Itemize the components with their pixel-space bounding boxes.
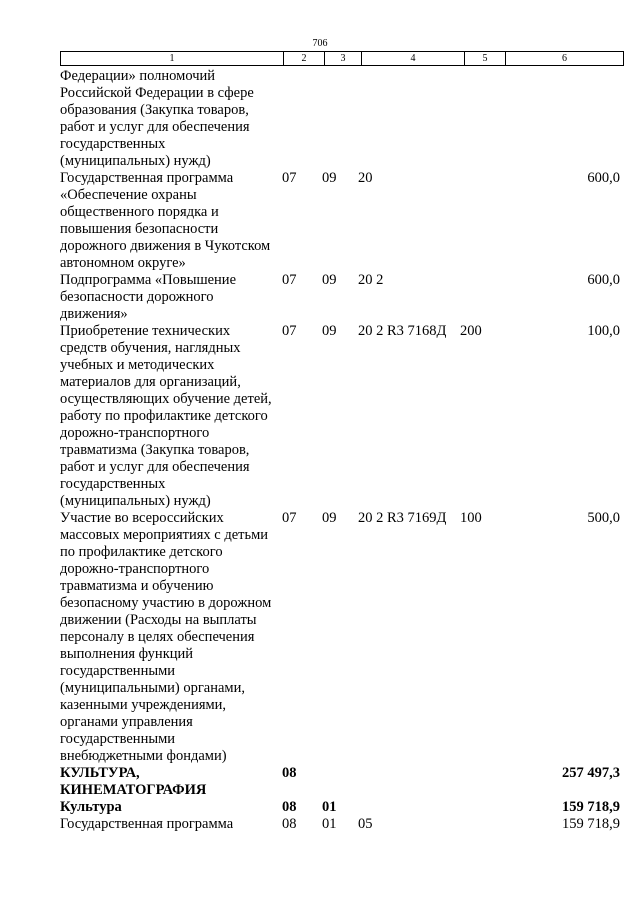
row-target-article-code: 20 2 R3 7168Д [358, 323, 447, 339]
row-expense-type-code [460, 272, 500, 323]
row-amount: 500,0 [587, 510, 620, 526]
table-row [60, 510, 620, 765]
row-target-article-code [358, 68, 460, 170]
row-section-code: 08 [282, 765, 297, 781]
row-section-code: 07 [282, 510, 297, 526]
row-section-code: 07 [282, 170, 297, 186]
row-amount: 600,0 [587, 272, 620, 288]
row-expense-type-code: 200 [460, 323, 482, 339]
table-row [60, 323, 620, 510]
column-number-2: 2 [284, 52, 325, 66]
row-name: Культура [60, 799, 122, 815]
table-row [60, 68, 620, 170]
row-amount: 257 497,3 [562, 765, 620, 781]
row-subsection-code: 09 [322, 323, 337, 339]
row-target-article-code [358, 765, 460, 799]
column-number-5: 5 [465, 52, 506, 66]
row-name: Подпрограмма «Повышение безопасности дорожного движения» [60, 272, 237, 322]
row-subsection-code: 09 [322, 170, 337, 186]
row-subsection-code: 01 [322, 816, 337, 832]
row-name: Государственная программа «Обеспечение охраны общественного порядка и повышения безопасности дорожного движения в Чукотском автономном округе» [60, 170, 271, 271]
budget-table-body [60, 68, 620, 833]
column-number-1: 1 [61, 52, 284, 66]
row-section-code: 08 [282, 799, 297, 815]
row-expense-type-code [460, 799, 500, 816]
column-number-6: 6 [506, 52, 624, 66]
row-section-code [282, 68, 322, 170]
row-amount: 159 718,9 [562, 816, 620, 832]
row-target-article-code: 20 2 R3 7169Д [358, 510, 447, 526]
row-expense-type-code [460, 765, 500, 799]
row-amount [500, 68, 620, 170]
row-amount: 159 718,9 [562, 799, 620, 815]
row-section-code: 07 [282, 272, 297, 288]
row-name: Федерации» полномочий Российской Федерации в сфере образования (Закупка товаров, работ и услуг для обеспечения государственных (муниципальных) нужд) [60, 68, 254, 169]
table-row [60, 816, 620, 833]
row-target-article-code: 05 [358, 816, 373, 832]
row-amount: 100,0 [587, 323, 620, 339]
table-row [60, 765, 620, 799]
row-subsection-code [322, 765, 358, 799]
table-row [60, 170, 620, 272]
row-target-article-code: 20 [358, 170, 373, 186]
row-expense-type-code [460, 68, 500, 170]
table-row [60, 272, 620, 323]
row-section-code: 07 [282, 323, 297, 339]
row-expense-type-code [460, 170, 500, 272]
column-number-header [60, 51, 624, 66]
row-expense-type-code: 100 [460, 510, 482, 526]
row-name: Участие во всероссийских массовых мероприятиях с детьми по профилактике детского дорожно-транспортного травматизма и обучению безопасному участию в дорожном движении (Расходы на выплаты персоналу в целях обеспечения выполнения функций государственными (муниципальными) органами, казенными учреждениями, органами управления государственными внебюджетными фондами) [60, 510, 272, 764]
column-number-4: 4 [362, 52, 465, 66]
row-target-article-code [358, 799, 460, 816]
row-amount: 600,0 [587, 170, 620, 186]
table-row [60, 799, 620, 816]
row-name: Приобретение технических средств обучения, наглядных учебных и методических материалов для организаций, осуществляющих обучение детей, работу по профилактике детского дорожно-транспортного травматизма (Закупка товаров, работ и услуг для обеспечения государственных (муниципальных) нужд) [60, 323, 272, 509]
row-name: Государственная программа [60, 816, 234, 832]
row-subsection-code: 09 [322, 272, 337, 288]
row-section-code: 08 [282, 816, 297, 832]
row-name: КУЛЬТУРА, КИНЕМАТОГРАФИЯ [60, 765, 207, 798]
row-subsection-code: 09 [322, 510, 337, 526]
row-expense-type-code [460, 816, 500, 833]
row-subsection-code [322, 68, 358, 170]
column-number-3: 3 [325, 52, 362, 66]
row-target-article-code: 20 2 [358, 272, 384, 288]
page-number: 706 [312, 38, 328, 49]
row-subsection-code: 01 [322, 799, 337, 815]
